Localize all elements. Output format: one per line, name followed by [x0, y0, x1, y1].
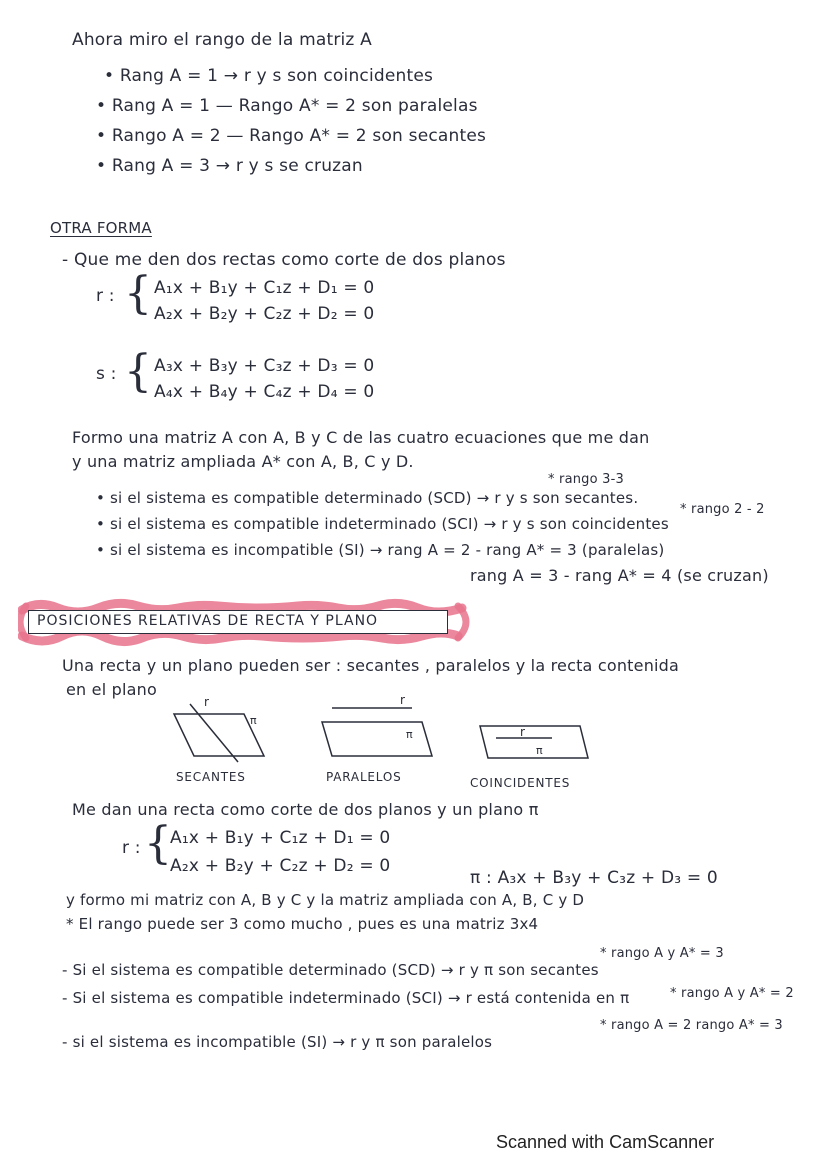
- r-equation-1: A₁x + B₁y + C₁z + D₁ = 0: [170, 828, 391, 848]
- otra-forma-line: - Que me den dos rectas como corte de dos planos: [62, 250, 506, 270]
- case-line: - Si el sistema es compatible indeterminado (SCI) → r está contenida en π: [62, 989, 630, 1007]
- scanner-watermark: Scanned with CamScanner: [496, 1132, 715, 1152]
- fig-r-label: r: [400, 694, 405, 707]
- intro-title: Ahora miro el rango de la matriz A: [72, 30, 372, 50]
- paragraph-line: Formo una matriz A con A, B y C de las cuatro ecuaciones que me dan: [72, 428, 650, 447]
- intro-bullet: • Rang A = 1 — Rango A* = 2 son paralelas: [96, 96, 478, 116]
- fig-pi-label: π: [536, 744, 543, 757]
- given-line: Me dan una recta como corte de dos planos y un plano π: [72, 800, 539, 819]
- case-line: - Si el sistema es compatible determinado (SCD) → r y π son secantes: [62, 961, 599, 979]
- paragraph-line: y una matriz ampliada A* con A, B, C y D.: [72, 452, 414, 471]
- rank-note: * rango A = 2 rango A* = 3: [600, 1018, 783, 1033]
- fig-caption: SECANTES: [176, 770, 246, 784]
- brace-icon: {: [144, 818, 172, 869]
- banner-title: POSICIONES RELATIVAS DE RECTA Y PLANO: [37, 613, 379, 629]
- r-equation-2: A₂x + B₂y + C₂z + D₂ = 0: [170, 856, 391, 876]
- paralelos-diagram: [322, 694, 432, 756]
- r-equation-2: A₂x + B₂y + C₂z + D₂ = 0: [154, 304, 375, 324]
- case-line: rang A = 3 - rang A* = 4 (se cruzan): [470, 566, 769, 585]
- brace-icon: {: [124, 268, 152, 319]
- intro-bullet: • Rango A = 2 — Rango A* = 2 son secantes: [96, 126, 486, 146]
- rank-note: * El rango puede ser 3 como mucho , pues es una matriz 3x4: [66, 915, 539, 933]
- positions-intro: Una recta y un plano pueden ser : secantes , paralelos y la recta contenida: [62, 656, 680, 675]
- rank-note: * rango A y A* = 3: [600, 946, 724, 961]
- positions-intro: en el plano: [66, 680, 157, 699]
- position-diagrams: [160, 694, 620, 766]
- matrix-line: y formo mi matriz con A, B y C y la matriz ampliada con A, B, C y D: [66, 891, 585, 909]
- rank-note: * rango 2 - 2: [680, 502, 765, 517]
- r-label: r :: [96, 286, 115, 306]
- s-equation-1: A₃x + B₃y + C₃z + D₃ = 0: [154, 356, 375, 376]
- intro-bullet: • Rang A = 1 → r y s son coincidentes: [104, 66, 433, 86]
- case-line: • si el sistema es compatible determinado (SCD) → r y s son secantes.: [96, 488, 638, 508]
- fig-pi-label: π: [250, 714, 257, 727]
- case-line: • si el sistema es compatible indeterminado (SCI) → r y s son coincidentes: [96, 514, 669, 534]
- s-label: s :: [96, 364, 117, 384]
- rank-note: * rango A y A* = 2: [670, 986, 794, 1001]
- fig-caption: PARALELOS: [326, 770, 402, 784]
- pi-equation: π : A₃x + B₃y + C₃z + D₃ = 0: [470, 868, 718, 888]
- brace-icon: {: [124, 346, 152, 397]
- s-equation-2: A₄x + B₄y + C₄z + D₄ = 0: [154, 382, 375, 402]
- fig-pi-label: π: [406, 728, 413, 741]
- r-label: r :: [122, 838, 141, 858]
- secantes-diagram: [174, 695, 264, 762]
- fig-caption: COINCIDENTES: [470, 776, 571, 790]
- rank-note: * rango 3-3: [548, 472, 624, 487]
- coincidentes-diagram: [480, 725, 588, 758]
- case-line: • si el sistema es incompatible (SI) → rang A = 2 - rang A* = 3 (paralelas): [96, 540, 664, 560]
- otra-forma-heading: OTRA FORMA: [50, 219, 152, 237]
- section-banner: [18, 596, 446, 648]
- r-equation-1: A₁x + B₁y + C₁z + D₁ = 0: [154, 278, 375, 298]
- case-line: - si el sistema es incompatible (SI) → r y π son paralelos: [62, 1033, 493, 1051]
- intro-bullet: • Rang A = 3 → r y s se cruzan: [96, 156, 363, 176]
- fig-r-label: r: [520, 725, 525, 739]
- banner-box: [28, 610, 448, 634]
- fig-r-label: r: [204, 695, 209, 709]
